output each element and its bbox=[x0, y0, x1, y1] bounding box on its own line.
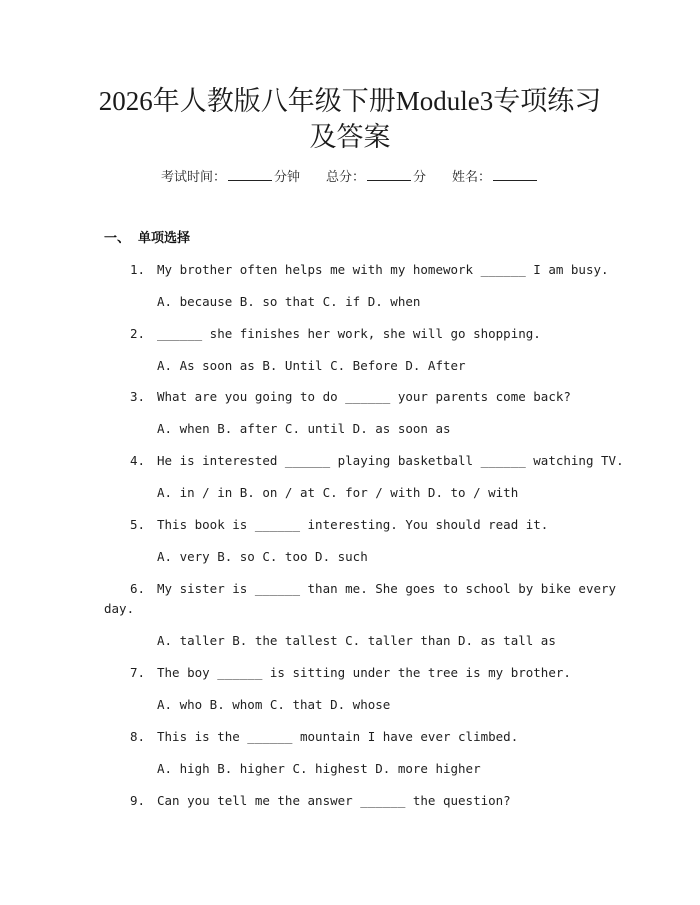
question-number: 1. bbox=[130, 262, 146, 277]
question-6 bbox=[130, 580, 616, 598]
question-text: My brother often helps me with my homework ______ I am busy. bbox=[157, 262, 609, 277]
question-text: My sister is ______ than me. She goes to school by bike every bbox=[157, 581, 617, 596]
section-title: 单项选择 bbox=[138, 231, 191, 246]
question-number: 2. bbox=[130, 326, 146, 341]
question-1-options: A. because B. so that C. if D. when bbox=[157, 294, 421, 309]
time-unit: 分钟 bbox=[273, 170, 300, 185]
question-5-options: A. very B. so C. too D. such bbox=[157, 549, 368, 564]
question-text: What are you going to do ______ your parents come back? bbox=[157, 389, 571, 404]
question-text: He is interested ______ playing basketball ______ watching TV. bbox=[157, 453, 624, 468]
question-8-options: A. high B. higher C. highest D. more higher bbox=[157, 761, 481, 776]
time-label: 考试时间： bbox=[160, 170, 226, 185]
question-1 bbox=[130, 261, 609, 279]
question-4 bbox=[130, 452, 624, 470]
section-heading bbox=[104, 230, 190, 248]
name-label: 姓名： bbox=[452, 170, 492, 185]
question-7 bbox=[130, 664, 571, 682]
score-blank bbox=[367, 168, 411, 181]
question-number: 4. bbox=[130, 453, 146, 468]
exam-meta-line bbox=[0, 168, 700, 187]
question-7-options: A. who B. whom C. that D. whose bbox=[157, 697, 391, 712]
question-text: ______ she finishes her work, she will go shopping. bbox=[157, 326, 541, 341]
question-4-options: A. in / in B. on / at C. for / with D. to / with bbox=[157, 485, 519, 500]
question-number: 6. bbox=[130, 581, 146, 596]
name-blank bbox=[493, 168, 537, 181]
question-number: 9. bbox=[130, 793, 146, 808]
time-blank bbox=[228, 168, 272, 181]
document-title-line-1: 2026年人教版八年级下册Module3专项练习 bbox=[98, 86, 602, 116]
question-number: 5. bbox=[130, 517, 146, 532]
question-number: 3. bbox=[130, 389, 146, 404]
question-3 bbox=[130, 388, 571, 406]
question-5 bbox=[130, 516, 548, 534]
question-2 bbox=[130, 325, 541, 343]
score-unit: 分 bbox=[413, 170, 427, 185]
question-6-options: A. taller B. the tallest C. taller than D. as tall as bbox=[157, 633, 556, 648]
question-text: This is the ______ mountain I have ever climbed. bbox=[157, 729, 519, 744]
question-number: 8. bbox=[130, 729, 146, 744]
question-6-text-continued: day. bbox=[104, 601, 135, 616]
question-number: 7. bbox=[130, 665, 146, 680]
question-text: Can you tell me the answer ______ the question? bbox=[157, 793, 511, 808]
question-text: The boy ______ is sitting under the tree is my brother. bbox=[157, 665, 571, 680]
section-number: 一、 bbox=[104, 231, 131, 246]
question-8 bbox=[130, 728, 518, 746]
question-3-options: A. when B. after C. until D. as soon as bbox=[157, 421, 451, 436]
question-text: This book is ______ interesting. You should read it. bbox=[157, 517, 549, 532]
question-9 bbox=[130, 792, 511, 810]
document-title-line-2: 及答案 bbox=[309, 122, 391, 152]
question-2-options: A. As soon as B. Until C. Before D. After bbox=[157, 358, 466, 373]
score-label: 总分： bbox=[325, 170, 365, 185]
